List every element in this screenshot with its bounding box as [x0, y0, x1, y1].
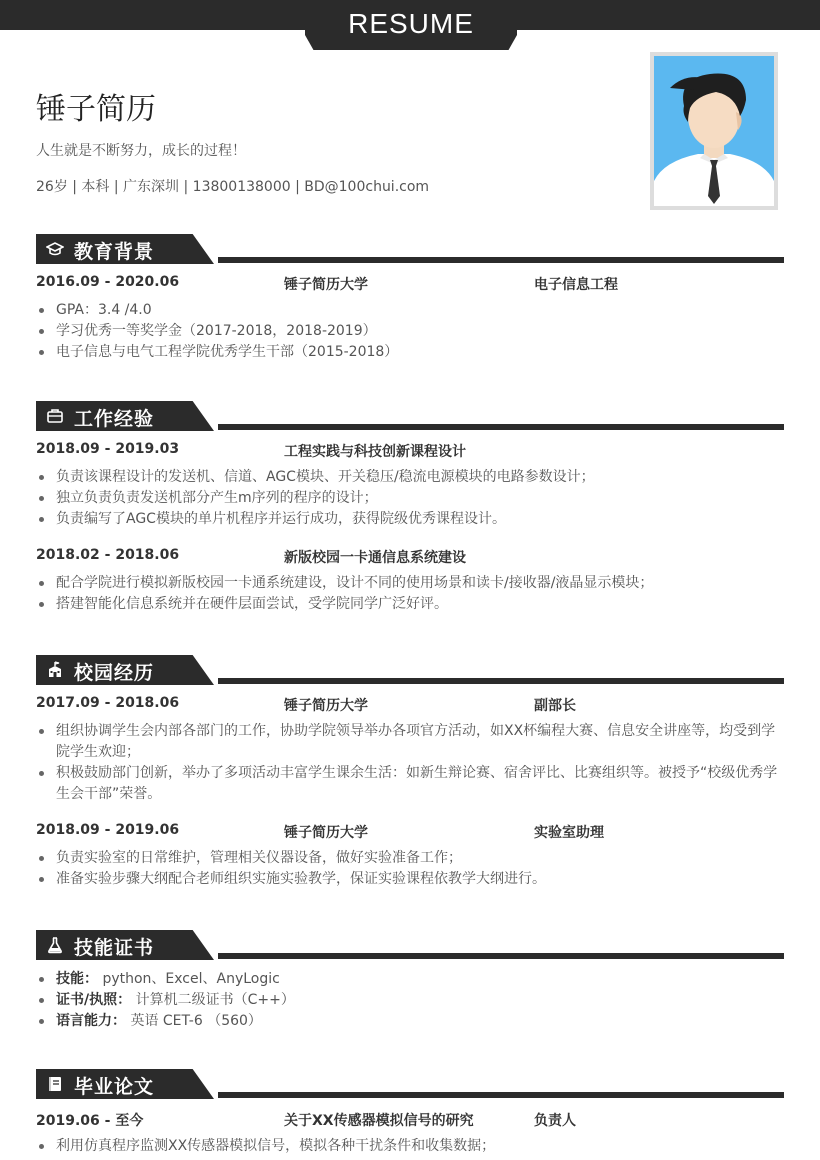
work-bullets — [36, 573, 784, 615]
section-skills — [36, 930, 784, 1032]
entry-period: 2018.09 - 2019.06 — [36, 822, 180, 838]
section-title: 毕业论文 — [74, 1076, 155, 1098]
entry-period: 2018.09 - 2019.03 — [36, 441, 180, 457]
campus-entry-header — [36, 695, 784, 717]
list-item: 负责编写了AGC模块的单片机程序并运行成功，获得院级优秀课程设计。 — [36, 509, 784, 530]
thesis-entry-header — [36, 1110, 784, 1132]
list-item: 独立负责负责发送机部分产生m序列的程序的设计； — [36, 488, 784, 509]
list-item: 利用仿真程序监测XX传感器模拟信号，模拟各种干扰条件和收集数据； — [36, 1136, 784, 1157]
education-entry-header — [36, 274, 784, 296]
school-icon — [46, 661, 64, 679]
entry-project: 工程实践与科技创新课程设计 — [284, 444, 466, 460]
section-divider — [218, 1092, 784, 1098]
campus-entry-header — [36, 822, 784, 844]
education-bullets — [36, 300, 784, 363]
book-icon — [46, 1075, 64, 1093]
list-item — [36, 1011, 784, 1032]
candidate-info: 26岁 | 本科 | 广东深圳 | 13800138000 | BD@100chui.com — [36, 179, 430, 195]
entry-major: 电子信息工程 — [534, 277, 618, 293]
skills-list — [36, 969, 784, 1032]
graduation-cap-icon — [46, 240, 64, 258]
section-title: 工作经验 — [74, 408, 155, 430]
section-header — [36, 655, 784, 685]
section-divider — [218, 424, 784, 430]
entry-role: 副部长 — [534, 698, 576, 714]
skill-label: 语言能力： — [56, 1013, 126, 1029]
entry-period: 2018.02 - 2018.06 — [36, 547, 180, 563]
list-item: 积极鼓励部门创新，举办了多项活动丰富学生课余生活：如新生辩论赛、宿舍评比、比赛组织等。被授予“校级优秀学生会干部”荣誉。 — [36, 763, 784, 805]
section-header — [36, 401, 784, 431]
flask-icon — [46, 936, 64, 954]
entry-period: 2019.06 - 至今 — [36, 1113, 144, 1129]
resume-tab-label: RESUME — [348, 8, 474, 39]
avatar-illustration — [654, 56, 774, 206]
section-header — [36, 1069, 784, 1099]
section-header — [36, 930, 784, 960]
skill-label: 证书/执照： — [56, 992, 132, 1008]
campus-bullets — [36, 848, 784, 890]
list-item: 准备实验步骤大纲配合老师组织实施实验教学，保证实验课程依教学大纲进行。 — [36, 869, 784, 890]
section-divider — [218, 257, 784, 263]
section-campus — [36, 655, 784, 890]
entry-role: 负责人 — [534, 1113, 576, 1129]
list-item — [36, 969, 784, 990]
skill-value: 英语 CET-6 （560） — [130, 1013, 262, 1029]
avatar — [650, 52, 778, 210]
list-item: 学习优秀一等奖学金（2017-2018，2018-2019） — [36, 321, 784, 342]
entry-period: 2016.09 - 2020.06 — [36, 274, 180, 290]
section-title: 教育背景 — [74, 241, 155, 263]
section-title: 校园经历 — [74, 662, 155, 684]
campus-bullets — [36, 721, 784, 805]
section-title: 技能证书 — [74, 937, 155, 959]
entry-topic: 关于XX传感器模拟信号的研究 — [284, 1113, 474, 1129]
list-item: 配合学院进行模拟新版校园一卡通系统建设，设计不同的使用场景和读卡/接收器/液晶显示模块； — [36, 573, 784, 594]
entry-period: 2017.09 - 2018.06 — [36, 695, 180, 711]
work-entry-header — [36, 441, 784, 463]
skill-value: 计算机二级证书（C++） — [135, 992, 295, 1008]
list-item: GPA：3.4 /4.0 — [36, 300, 784, 321]
work-entry-header — [36, 547, 784, 569]
entry-role: 实验室助理 — [534, 825, 604, 841]
briefcase-icon — [46, 407, 64, 425]
section-divider — [218, 678, 784, 684]
list-item: 搭建智能化信息系统并在硬件层面尝试，受学院同学广泛好评。 — [36, 594, 784, 615]
entry-org: 锤子简历大学 — [284, 825, 368, 841]
entry-project: 新版校园一卡通信息系统建设 — [284, 550, 466, 566]
section-work — [36, 401, 784, 615]
entry-school: 锤子简历大学 — [284, 277, 368, 293]
candidate-motto: 人生就是不断努力，成长的过程！ — [36, 143, 246, 159]
skill-value: python、Excel、AnyLogic — [102, 971, 280, 987]
list-item: 负责实验室的日常维护，管理相关仪器设备，做好实验准备工作； — [36, 848, 784, 869]
work-bullets — [36, 467, 784, 530]
thesis-bullets — [36, 1136, 784, 1157]
section-thesis — [36, 1069, 784, 1157]
list-item: 电子信息与电气工程学院优秀学生干部（2015-2018） — [36, 342, 784, 363]
entry-org: 锤子简历大学 — [284, 698, 368, 714]
candidate-name: 锤子简历 — [36, 92, 156, 127]
section-header — [36, 234, 784, 264]
section-divider — [218, 953, 784, 959]
list-item: 组织协调学生会内部各部门的工作，协助学院领导举办各项官方活动，如XX杯编程大赛、信息安全讲座等，均受到学院学生欢迎； — [36, 721, 784, 763]
list-item — [36, 990, 784, 1011]
list-item: 负责该课程设计的发送机、信道、AGC模块、开关稳压/稳流电源模块的电路参数设计； — [36, 467, 784, 488]
skill-label: 技能： — [56, 971, 98, 987]
section-education — [36, 234, 784, 363]
